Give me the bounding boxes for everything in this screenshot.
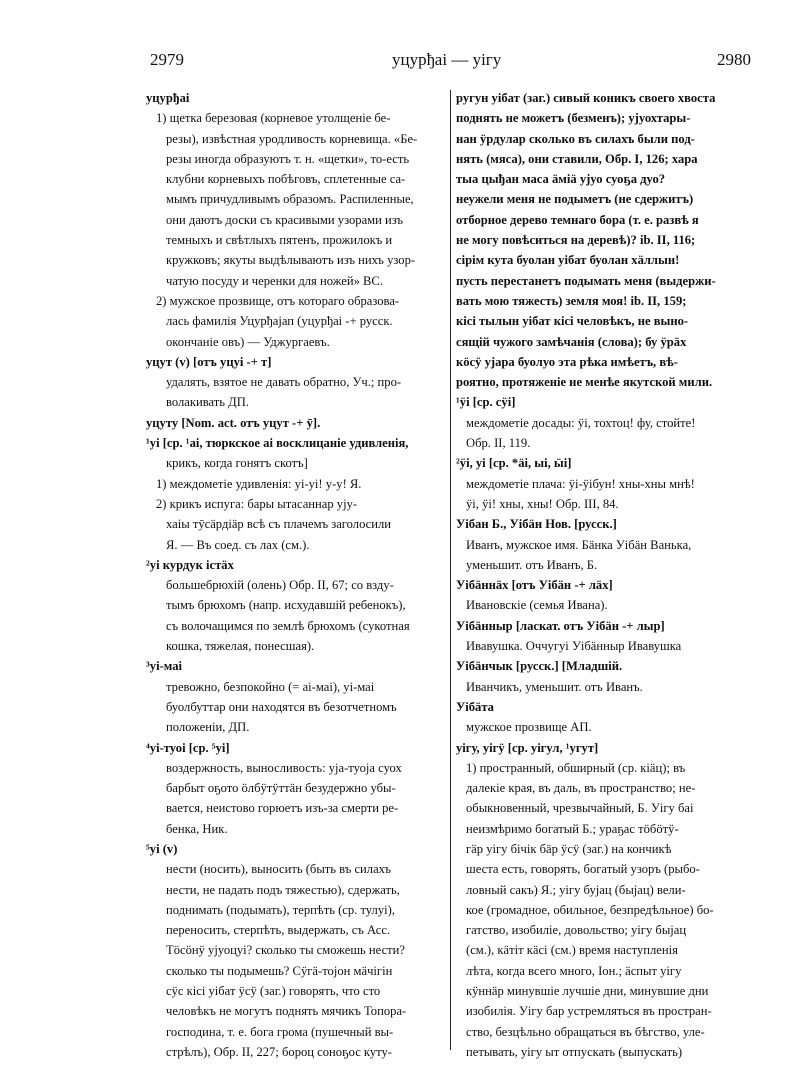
running-head: уцурђаі — уігу (392, 50, 502, 69)
column-divider (450, 90, 451, 1050)
text-line: ³уі-маі (146, 659, 183, 674)
text-line: кӧсӱ ујара буолуо эта рѣка имѣетъ, вѣ- (456, 354, 678, 369)
text-line: нять (мяса), они ставили, Обр. I, 126; хара (456, 151, 698, 166)
text-line: гатство, изобиліе, довольство; уігу быјац (466, 923, 687, 938)
text-line: Иванчикъ, уменьшит. отъ Иванъ. (466, 679, 643, 694)
text-line: кружковъ; якуты выдѣлываютъ изъ нихъ узор- (166, 253, 416, 268)
left-column (146, 88, 446, 1062)
text-line: лась фамилія Уцурђајап (уцурђаі -+ русск. (166, 314, 393, 329)
text-line: клубни корневыхъ побѣговъ, сплетенные са- (166, 172, 406, 187)
page-header (150, 50, 790, 80)
text-line: поднимать (подымать), терпѣть (ср. тулуі), (166, 902, 395, 917)
text-line: лѣта, когда всего много, Іон.; ӓспыт уігу (466, 963, 682, 978)
text-line: переносить, стерпѣть, выдержать, съ Асс. (166, 923, 391, 938)
text-line: Ивановскіе (семья Ивана). (466, 598, 608, 613)
text-line: 2) мужское прозвище, отъ котораго образова- (156, 293, 400, 308)
text-line: 1) пространный, обширный (ср. кіӓц); въ (466, 760, 686, 775)
text-line: кое (громадное, обильное, безпредѣльное) бо- (466, 902, 714, 917)
text-line: мымъ причудливымъ образомъ. Распиленные, (166, 192, 414, 207)
text-line: окончаніе овъ) — Уджургаевъ. (166, 334, 330, 349)
text-line: барбыт оҕото ӧлбӱтӱттӓн безудержно убы- (166, 781, 396, 796)
text-line: уменьшит. отъ Иванъ, Б. (466, 557, 598, 572)
text-line: Обр. II, 119. (466, 436, 531, 451)
text-line: 2) крикъ испуга: бары ытасаннар ују- (156, 496, 358, 511)
text-line: гӓр уігу бічік бӓр ӱсӱ (заг.) на кончикѣ (466, 841, 672, 856)
text-line: Уібӓннӓх [отъ Уібӓн -+ лӓх] (456, 578, 613, 593)
text-line: нести (носить), выносить (быть въ силахъ (166, 862, 392, 877)
text-line: не могу повѣситься на деревѣ)? ib. II, 116; (456, 233, 696, 248)
text-line: (см.), кӓтіт кӓсі (см.) время наступленія (466, 943, 678, 958)
text-line: междометіе досады: ӱі, тохтоц! фу, стойте! (466, 415, 696, 430)
text-line: Я. — Въ соед. съ лах (см.). (166, 537, 310, 552)
right-column (456, 88, 786, 1062)
text-line: ловный сакъ) Я.; уігу бујац (быјац) вели- (466, 882, 686, 897)
text-line: кісі тылын уібат кісі человѣкъ, не выно- (456, 314, 689, 329)
text-line: вать мою тяжесть) земля моя! ib. II, 159; (456, 293, 687, 308)
text-line: резы иногда образуютъ т. н. «щетки», то-есть (166, 151, 410, 166)
text-line: темныхъ и свѣтлыхъ пятенъ, прожилокъ и (166, 233, 393, 248)
text-line: Тӧсӧнӱ ујуоцуі? сколько ты сможешь нести? (166, 943, 405, 958)
text-line: уцуту [Nom. act. отъ уцут -+ ӯ]. (146, 415, 321, 430)
text-line: стрѣлъ), Обр. II, 227; бороц соноҕос куту- (166, 1044, 392, 1059)
text-line: Уібан Б., Уібӓн Нов. [русск.] (456, 517, 617, 532)
text-line: уігу, уігӱ [ср. уігул, ¹угут] (456, 740, 599, 755)
text-line: они даютъ доски съ красивыми узорами изъ (166, 212, 404, 227)
text-line: ²уі курдук істӓх (146, 557, 234, 572)
text-line: чатую посуду и черенки для ножей» ВС. (166, 273, 383, 288)
page-number-left: 2979 (150, 50, 184, 69)
text-line: Ивавушка. Оччугуі Уібӓнныр Ивавушка (466, 639, 682, 654)
text-line: тымъ брюхомъ (напр. исхудавшій ребенокъ), (166, 598, 406, 613)
text-line: неизмѣримо богатый Б.; ураҕас тӧбӧтӱ- (466, 821, 679, 836)
text-line: 1) щетка березовая (корневое утолщеніе бе- (156, 111, 391, 126)
text-line: уцурђаі (146, 91, 190, 105)
text-line: пусть перестанетъ подымать меня (выдержи- (456, 273, 716, 288)
text-line: ӱі, ӱі! хны, хны! Обр. III, 84. (466, 496, 619, 511)
text-line: Уібӓнныр [ласкат. отъ Уібӓн -+ лыр] (456, 618, 665, 633)
text-line: ²ӱі, уі [ср. *ӓі, ыі, ӹі] (456, 456, 572, 471)
text-line: ругун уібат (заг.) сивый коникъ своего хвоста (456, 91, 716, 105)
text-line: Уібӓнчык [русск.] [Младшій. (456, 659, 623, 674)
text-line: далекіе края, въ даль, въ пространство; не- (466, 781, 696, 796)
text-line: сірім кута буолан уібат буолан хӓллын! (456, 253, 680, 268)
text-line: поднять не можетъ (безменъ); ујуохтары- (456, 111, 691, 126)
text-line: междометіе плача: ӱі-ӱібун! хны-хны мнѣ! (466, 476, 695, 491)
text-line: хаіы тӯсӓрдіӓр всѣ съ плачемъ заголосили (166, 517, 392, 532)
text-line: вается, неистово горюетъ изъ-за смерти ре- (166, 801, 399, 816)
text-line: ⁵уі (v) (146, 841, 178, 856)
text-line: уцут (v) [отъ уцуі -+ т] (146, 354, 272, 369)
text-line: удалять, взятое не давать обратно, Уч.; про- (166, 375, 402, 390)
text-line: сӱс кісі уібат ӱсӱ (заг.) говорять, что сто (166, 984, 381, 999)
text-line: ¹уі [ср. ¹аі, тюркское аі восклицаніе удивленія, (146, 436, 409, 451)
text-line: обыкновенный, чрезвычайный, Б. Уігу баі (466, 801, 694, 816)
text-line: резы), извѣстная уродливость корневища. «Бе- (166, 131, 418, 146)
page-number-right: 2980 (717, 50, 751, 69)
text-line: роятно, протяженіе не менѣе якутской мили. (456, 375, 713, 390)
text-line: неужели меня не подыметъ (не сдержитъ) (456, 192, 694, 207)
text-line: съ волочащимся по землѣ брюхомъ (сукотная (166, 618, 410, 633)
text-line: господина, т. е. бога грома (пушечный вы- (166, 1024, 394, 1039)
text-line: кӱннӓр минувшіе лучшіе дни, минувшие дни (466, 984, 709, 999)
text-line: нан ӱрдулар сколько въ силахъ были под- (456, 131, 695, 146)
text-line: волакивать ДП. (166, 395, 249, 410)
text-line: сящій чужого замѣчанія (слова); бу ӱрӓх (456, 334, 687, 349)
text-line: крикъ, когда гонятъ скотъ] (166, 456, 308, 471)
text-line: сколько ты подымешь? Сӱгӓ-тојон мӓчігін (166, 963, 393, 978)
text-line: воздержность, выносливость: уја-туоја суох (166, 760, 402, 775)
text-line: тревожно, безпокойно (= аі-маі), уі-маі (166, 679, 375, 694)
text-line: 1) междометіе удивленія: уі-уі! у-у! Я. (156, 476, 362, 491)
text-line: ¹ӱі [ср. сӱі] (456, 395, 516, 410)
text-line: буолбуттар они находятся въ безотчетномъ (166, 699, 397, 714)
text-line: ⁴уі-туоі [ср. ⁵уі] (146, 740, 230, 755)
text-line: кошка, тяжелая, понесшая). (166, 639, 315, 654)
text-line: Иванъ, мужское имя. Бӓнка Уібӓн Ванька, (466, 537, 692, 552)
text-line: Уібӓта (456, 699, 494, 714)
text-line: бенка, Ник. (166, 821, 228, 836)
text-line: человѣкъ не могутъ поднять мячикъ Топора- (166, 1004, 407, 1019)
text-line: большебрюхій (олень) Обр. II, 67; со взду- (166, 578, 394, 593)
text-line: тыа цыђан маса ӓміӓ ујуо суоҕа дуо? (456, 172, 666, 187)
text-line: положеніи, ДП. (166, 720, 250, 735)
text-line: мужское прозвище АП. (466, 720, 592, 735)
text-line: петывать, уігу ыт отпускать (выпускать) (466, 1044, 683, 1059)
text-line: ство, безцѣльно обращаться въ бѣгство, уле- (466, 1024, 705, 1039)
text-line: изобилія. Уігу бар устремляться въ простран- (466, 1004, 712, 1019)
text-line: нести, не падать подъ тяжестью), сдержать, (166, 882, 400, 897)
text-line: отборное дерево темнаго бора (т. е. развѣ я (456, 212, 699, 227)
text-line: шеста есть, говорять, богатый узоръ (рыбо- (466, 862, 700, 877)
